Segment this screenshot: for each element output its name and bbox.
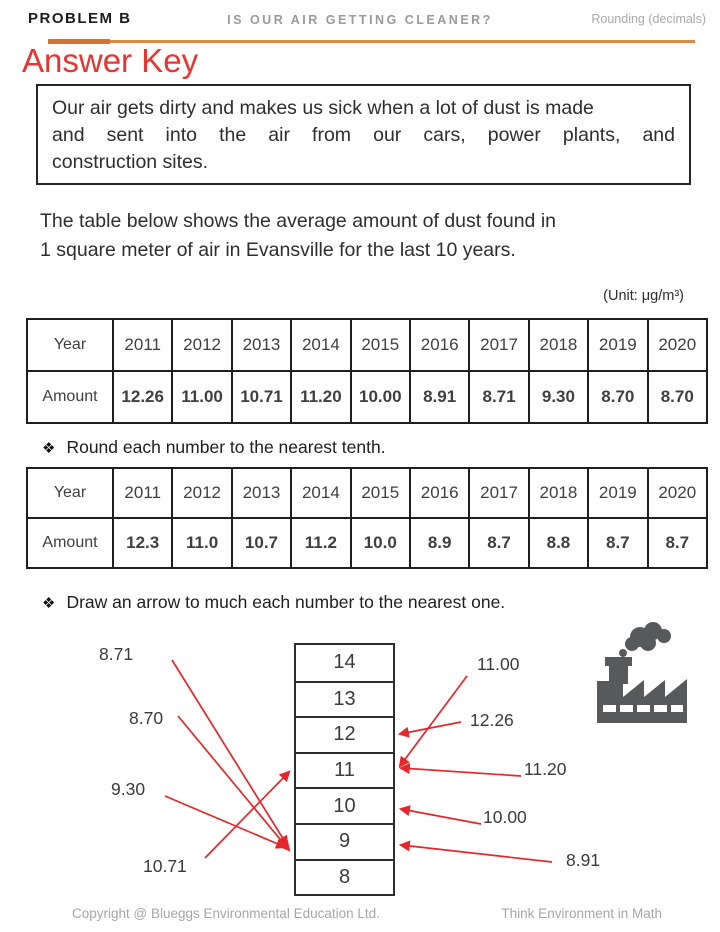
amount-cell: 9.30 [529, 371, 588, 423]
scale-cell: 11 [296, 752, 393, 788]
table-row [27, 468, 707, 518]
rounded-answers-table [26, 467, 708, 569]
answer-cell: 8.7 [469, 518, 528, 568]
year-cell: 2015 [351, 319, 410, 371]
arrow-10.00-to-10 [401, 809, 481, 824]
year-cell: 2013 [232, 319, 291, 371]
description-line: The table below shows the average amount of dust found in [40, 210, 556, 232]
diamond-bullet-icon: ❖ [42, 440, 56, 457]
arrow-10.71-to-11 [205, 772, 289, 858]
amount-cell: 10.00 [351, 371, 410, 423]
intro-line: construction sites. [52, 151, 209, 173]
year-cell: 2012 [172, 319, 231, 371]
answer-cell: 10.7 [232, 518, 291, 568]
instruction-arrows [42, 592, 505, 613]
year-cell: 2011 [113, 468, 172, 518]
row-label: Amount [27, 518, 113, 568]
instruction-round [42, 437, 386, 458]
scale-cell: 8 [296, 859, 393, 895]
arrow-8.91-to-9 [401, 845, 552, 862]
year-cell: 2011 [113, 319, 172, 371]
answer-cell: 11.2 [291, 518, 350, 568]
problem-label: PROBLEM B [28, 10, 132, 27]
year-cell: 2020 [648, 468, 707, 518]
amount-cell: 11.00 [172, 371, 231, 423]
tagline-text: Think Environment in Math [501, 906, 662, 921]
unit-note: (Unit: μg/m³) [603, 288, 684, 304]
amount-cell: 12.26 [113, 371, 172, 423]
diamond-bullet-icon: ❖ [42, 595, 56, 612]
topic-label: Rounding (decimals) [591, 12, 706, 26]
scale-cell: 14 [333, 651, 356, 674]
year-cell: 2018 [529, 319, 588, 371]
intro-box [36, 84, 691, 185]
year-cell: 2017 [469, 468, 528, 518]
amount-cell: 8.70 [588, 371, 647, 423]
year-cell: 2019 [588, 319, 647, 371]
arrow-11.00-to-11 [400, 676, 467, 766]
year-cell: 2016 [410, 319, 469, 371]
value-label: 10.71 [143, 856, 187, 876]
arrow-11.20-to-11 [401, 768, 521, 776]
year-cell: 2014 [291, 468, 350, 518]
value-label: 8.71 [99, 644, 134, 664]
answer-cell: 8.8 [529, 518, 588, 568]
year-cell: 2013 [232, 468, 291, 518]
intro-line: Our air gets dirty and makes us sick when a lot of dust is made [52, 97, 594, 119]
dust-data-table [26, 318, 708, 424]
table-description [40, 207, 556, 265]
year-cell: 2016 [410, 468, 469, 518]
value-label: 11.00 [477, 654, 520, 674]
value-label: 11.20 [524, 759, 567, 779]
answer-cell: 8.7 [588, 518, 647, 568]
amount-cell: 10.71 [232, 371, 291, 423]
scale-cell: 10 [296, 787, 393, 823]
year-cell: 2018 [529, 468, 588, 518]
intro-line: and sent into the air from our cars, power plants, and [52, 124, 675, 146]
amount-cell: 8.91 [410, 371, 469, 423]
answer-cell: 12.3 [113, 518, 172, 568]
value-label: 8.70 [129, 708, 164, 728]
scale-cell: 9 [296, 823, 393, 859]
instruction-text: Round each number to the nearest tenth. [66, 437, 386, 457]
answer-cell: 10.0 [351, 518, 410, 568]
amount-cell: 8.71 [469, 371, 528, 423]
amount-cell: 8.70 [648, 371, 707, 423]
year-cell: 2012 [172, 468, 231, 518]
value-label: 9.30 [111, 779, 146, 799]
scale-cell: 13 [296, 681, 393, 717]
number-scale-column [294, 643, 395, 896]
value-label: 10.00 [483, 807, 527, 827]
table-row [27, 518, 707, 568]
arrow-8.71-to-9 [172, 660, 287, 845]
instruction-text: Draw an arrow to much each number to the nearest one. [66, 592, 506, 612]
arrow-9.30-to-9 [165, 796, 285, 847]
table-row [27, 371, 707, 423]
year-cell: 2015 [351, 468, 410, 518]
amount-cell: 11.20 [291, 371, 350, 423]
worksheet-title: IS OUR AIR GETTING CLEANER? [227, 13, 493, 27]
copyright-text: Copyright @ Blueggs Environmental Education Ltd. [72, 906, 380, 921]
year-cell: 2017 [469, 319, 528, 371]
table-row [27, 319, 707, 371]
factory-icon [592, 618, 692, 732]
value-label: 8.91 [566, 850, 601, 870]
year-cell: 2014 [291, 319, 350, 371]
row-label: Year [27, 468, 113, 518]
row-label: Year [27, 319, 113, 371]
value-label: 12.26 [470, 710, 514, 730]
answer-cell: 8.7 [648, 518, 707, 568]
description-line: 1 square meter of air in Evansville for the last 10 years. [40, 239, 516, 261]
page-title: Answer Key [22, 42, 199, 79]
year-cell: 2019 [588, 468, 647, 518]
answer-cell: 11.0 [172, 518, 231, 568]
answer-cell: 8.9 [410, 518, 469, 568]
scale-cell: 12 [296, 716, 393, 752]
year-cell: 2020 [648, 319, 707, 371]
row-label: Amount [27, 371, 113, 423]
